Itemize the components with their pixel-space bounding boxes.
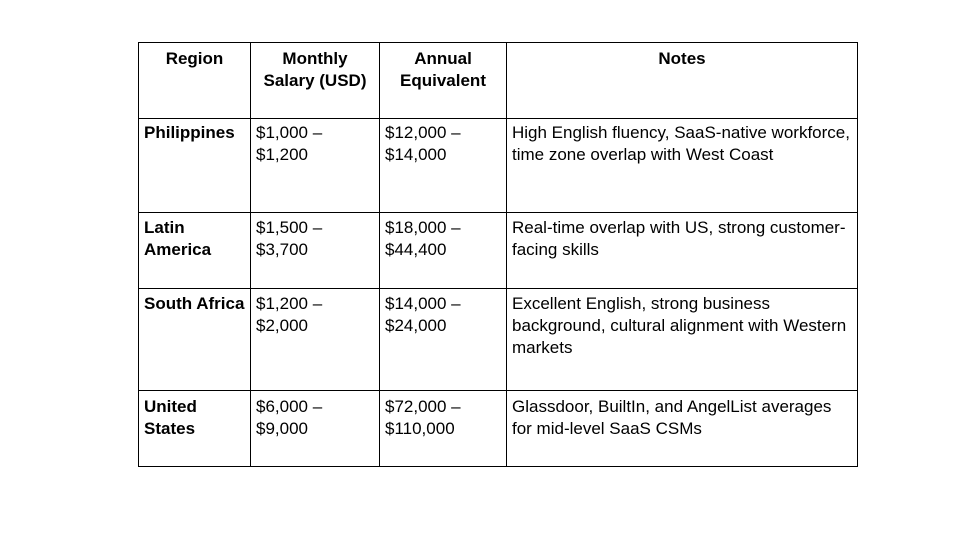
monthly-salary-cell <box>251 289 380 391</box>
table-header-row <box>139 43 858 119</box>
region-cell: United States <box>139 391 251 467</box>
region-cell: South Africa <box>139 289 251 391</box>
header-notes: Notes <box>507 43 858 119</box>
annual-low: $12,000 – <box>385 123 461 142</box>
annual-equivalent-cell <box>380 391 507 467</box>
table-row <box>139 119 858 213</box>
annual-high: $110,000 <box>385 419 455 438</box>
header-annual-line1: Annual <box>414 49 472 68</box>
monthly-high: $1,200 <box>256 145 308 164</box>
annual-equivalent-cell <box>380 289 507 391</box>
monthly-low: $6,000 – <box>256 397 323 416</box>
annual-low: $14,000 – <box>385 294 461 313</box>
monthly-high: $9,000 <box>256 419 308 438</box>
region-cell: Philippines <box>139 119 251 213</box>
annual-low: $18,000 – <box>385 218 461 237</box>
annual-high: $44,400 <box>385 240 447 259</box>
monthly-high: $3,700 <box>256 240 308 259</box>
header-monthly-line1: Monthly <box>282 49 348 68</box>
notes-cell: Glassdoor, BuiltIn, and AngelList averages for mid-level SaaS CSMs <box>507 391 858 467</box>
header-region: Region <box>139 43 251 119</box>
monthly-salary-cell <box>251 119 380 213</box>
notes-cell: Real-time overlap with US, strong customer-facing skills <box>507 213 858 289</box>
monthly-high: $2,000 <box>256 316 308 335</box>
table-row <box>139 289 858 391</box>
monthly-low: $1,200 – <box>256 294 323 313</box>
header-monthly-line2: Salary (USD) <box>263 71 367 90</box>
table-row <box>139 213 858 289</box>
monthly-low: $1,500 – <box>256 218 323 237</box>
header-annual-equivalent <box>380 43 507 119</box>
annual-equivalent-cell <box>380 119 507 213</box>
annual-equivalent-cell <box>380 213 507 289</box>
annual-high: $14,000 <box>385 145 447 164</box>
table-row <box>139 391 858 467</box>
monthly-salary-cell <box>251 213 380 289</box>
notes-cell: Excellent English, strong business background, cultural alignment with Western markets <box>507 289 858 391</box>
region-cell: Latin America <box>139 213 251 289</box>
annual-high: $24,000 <box>385 316 447 335</box>
header-monthly-salary <box>251 43 380 119</box>
monthly-salary-cell <box>251 391 380 467</box>
annual-low: $72,000 – <box>385 397 461 416</box>
header-annual-line2: Equivalent <box>400 71 486 90</box>
notes-cell: High English fluency, SaaS-native workforce, time zone overlap with West Coast <box>507 119 858 213</box>
monthly-low: $1,000 – <box>256 123 323 142</box>
salary-comparison-table <box>138 42 858 467</box>
